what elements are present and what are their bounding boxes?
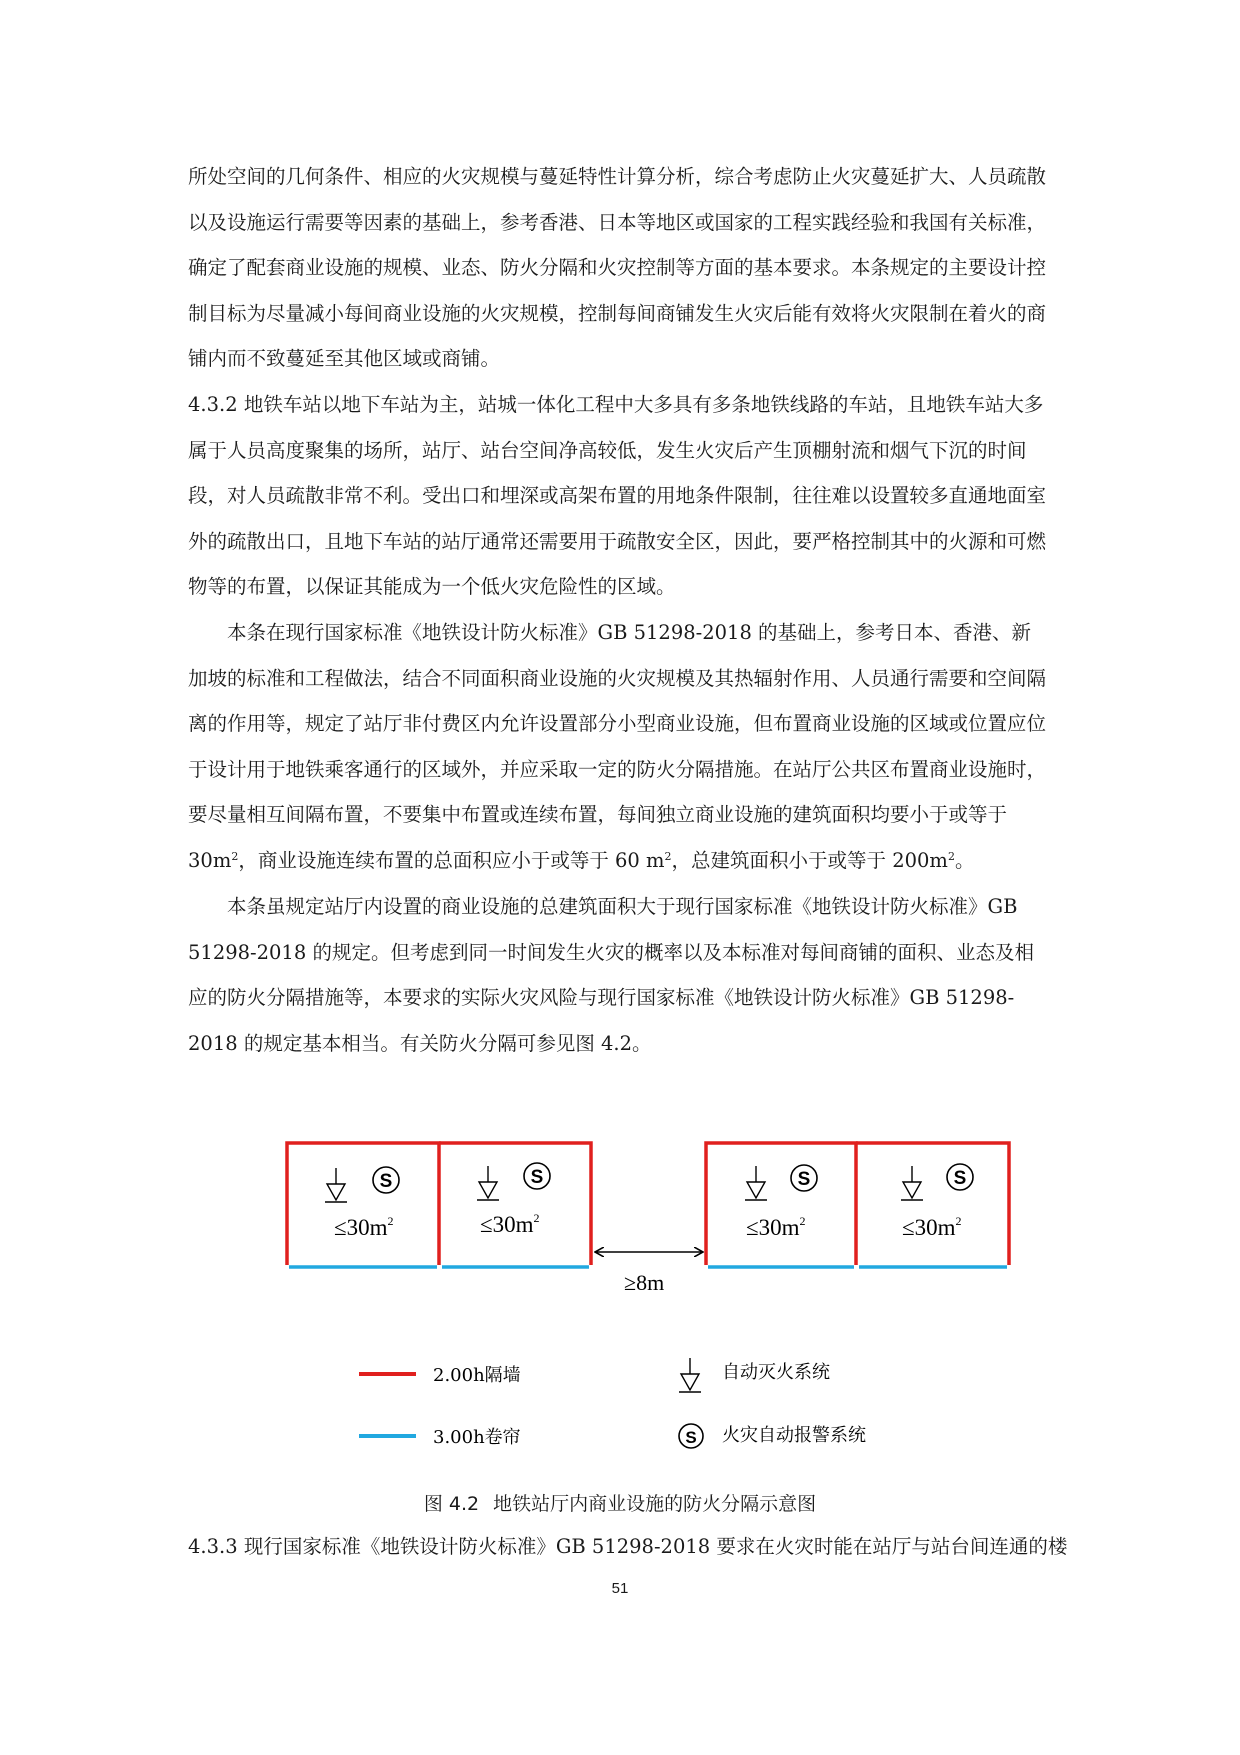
figure-caption <box>0 1489 1240 1516</box>
smoke-alarm-icon <box>524 1163 550 1189</box>
svg-text:S: S <box>797 1169 811 1190</box>
spacing-label: ≥8m <box>624 1270 665 1295</box>
area-label: $\le 30m^2$ <box>334 1214 394 1240</box>
paragraph-4-3-2: 4.3.2 地铁车站以地下车站为主，站城一体化工程中大多具有多条地铁线路的车站，且地铁车站大多属于人员高度聚集的场所，站厅、站台空间净高较低，发生火灾后产生顶棚射流和烟气下沉的时间段，对人员疏散非常不利。受出口和埋深或高架布置的用地条件限制，往往难以设置较多直通地面室外的疏散出口，且地下车站的站厅通常还需要用于疏散安全区，因此，要严格控制其中的火源和可燃物等的布置，以保证其能成为一个低火灾危险性的区域。 <box>188 393 1047 599</box>
sprinkler-icon <box>477 1166 499 1200</box>
svg-text:3.00h卷帘: 3.00h卷帘 <box>433 1427 521 1448</box>
legend-shutter <box>359 1427 521 1448</box>
sprinkler-icon <box>325 1168 347 1202</box>
svg-text:自动灭火系统: 自动灭火系统 <box>722 1362 830 1383</box>
paragraph-continued: 所处空间的几何条件、相应的火灾规模与蔓延特性计算分析，综合考虑防止火灾蔓延扩大、人员疏散以及设施运行需要等因素的基础上，参考香港、日本等地区或国家的工程实践经验和我国有关标准，确定了配套商业设施的规模、业态、防火分隔和火灾控制等方面的基本要求。本条规定的主要设计控制目标为尽量减小每间商业设施的火灾规模，控制每间商铺发生火灾后能有效将火灾限制在着火的商铺内而不致蔓延至其他区域或商铺。 <box>188 165 1047 371</box>
shop-unit-4 <box>856 1143 1009 1267</box>
legend-sprinkler <box>679 1358 830 1392</box>
area-label: $\le 30m^2$ <box>902 1214 962 1240</box>
sprinkler-icon <box>745 1166 767 1200</box>
sprinkler-icon <box>679 1358 701 1392</box>
svg-text:S: S <box>530 1167 544 1188</box>
area-label: $\le 30m^2$ <box>480 1211 540 1237</box>
smoke-alarm-icon <box>791 1165 817 1191</box>
figure-number: 图 4.2 <box>423 1493 480 1515</box>
smoke-alarm-icon <box>947 1164 973 1190</box>
shop-unit-2 <box>439 1143 591 1267</box>
paragraph-area-comparison: 本条虽规定站厅内设置的商业设施的总建筑面积大于现行国家标准《地铁设计防火标准》GB 51298-2018 的规定。但考虑到同一时间发生火灾的概率以及本标准对每间商铺的面积、业态及相应的防火分隔措施等，本要求的实际火灾风险与现行国家标准《地铁设计防火标准》GB 51298-2018 的规定基本相当。有关防火分隔可参见图 4.2。 <box>188 895 1034 1055</box>
svg-text:S: S <box>379 1171 393 1192</box>
legend <box>359 1358 866 1448</box>
figure-title: 地铁站厅内商业设施的防火分隔示意图 <box>493 1493 817 1515</box>
svg-text:火灾自动报警系统: 火灾自动报警系统 <box>722 1425 866 1446</box>
svg-text:2.00h隔墙: 2.00h隔墙 <box>433 1365 521 1386</box>
shop-unit-3 <box>706 1143 856 1267</box>
svg-text:S: S <box>953 1168 967 1189</box>
smoke-alarm-icon <box>679 1424 703 1448</box>
svg-text:S: S <box>685 1428 697 1447</box>
paragraph-4-3-2-commentary: 本条在现行国家标准《地铁设计防火标准》GB 51298-2018 的基础上，参考日本、香港、新加坡的标准和工程做法，结合不同面积商业设施的火灾规模及其热辐射作用、人员通行需要和空间隔离的作用等，规定了站厅非付费区内允许设置部分小型商业设施，但布置商业设施的区域或位置应位于设计用于地铁乘客通行的区域外，并应采取一定的防火分隔措施。在站厅公共区布置商业设施时，要尽量相互间隔布置，不要集中布置或连续布置，每间独立商业设施的建筑面积均要小于或等于 $30m^2$，商业设施连续布置的总面积应小于或等于 60 $m^2$，总建筑面积小于或等于 $200m^2$。 <box>188 621 1047 872</box>
paragraph-4-3-3: 4.3.3 现行国家标准《地铁设计防火标准》GB 51298-2018 要求在火灾时能在站厅与站台间连通的楼 <box>188 1535 1068 1558</box>
shop-unit-1 <box>287 1143 439 1267</box>
spacing-dimension <box>596 1252 702 1295</box>
page-number: 51 <box>611 1580 629 1597</box>
area-label: $\le 30m^2$ <box>746 1214 806 1240</box>
sprinkler-icon <box>901 1166 923 1200</box>
fire-separation-diagram <box>0 1110 1240 1520</box>
legend-alarm <box>679 1424 866 1448</box>
smoke-alarm-icon <box>373 1167 399 1193</box>
legend-wall <box>359 1365 521 1386</box>
